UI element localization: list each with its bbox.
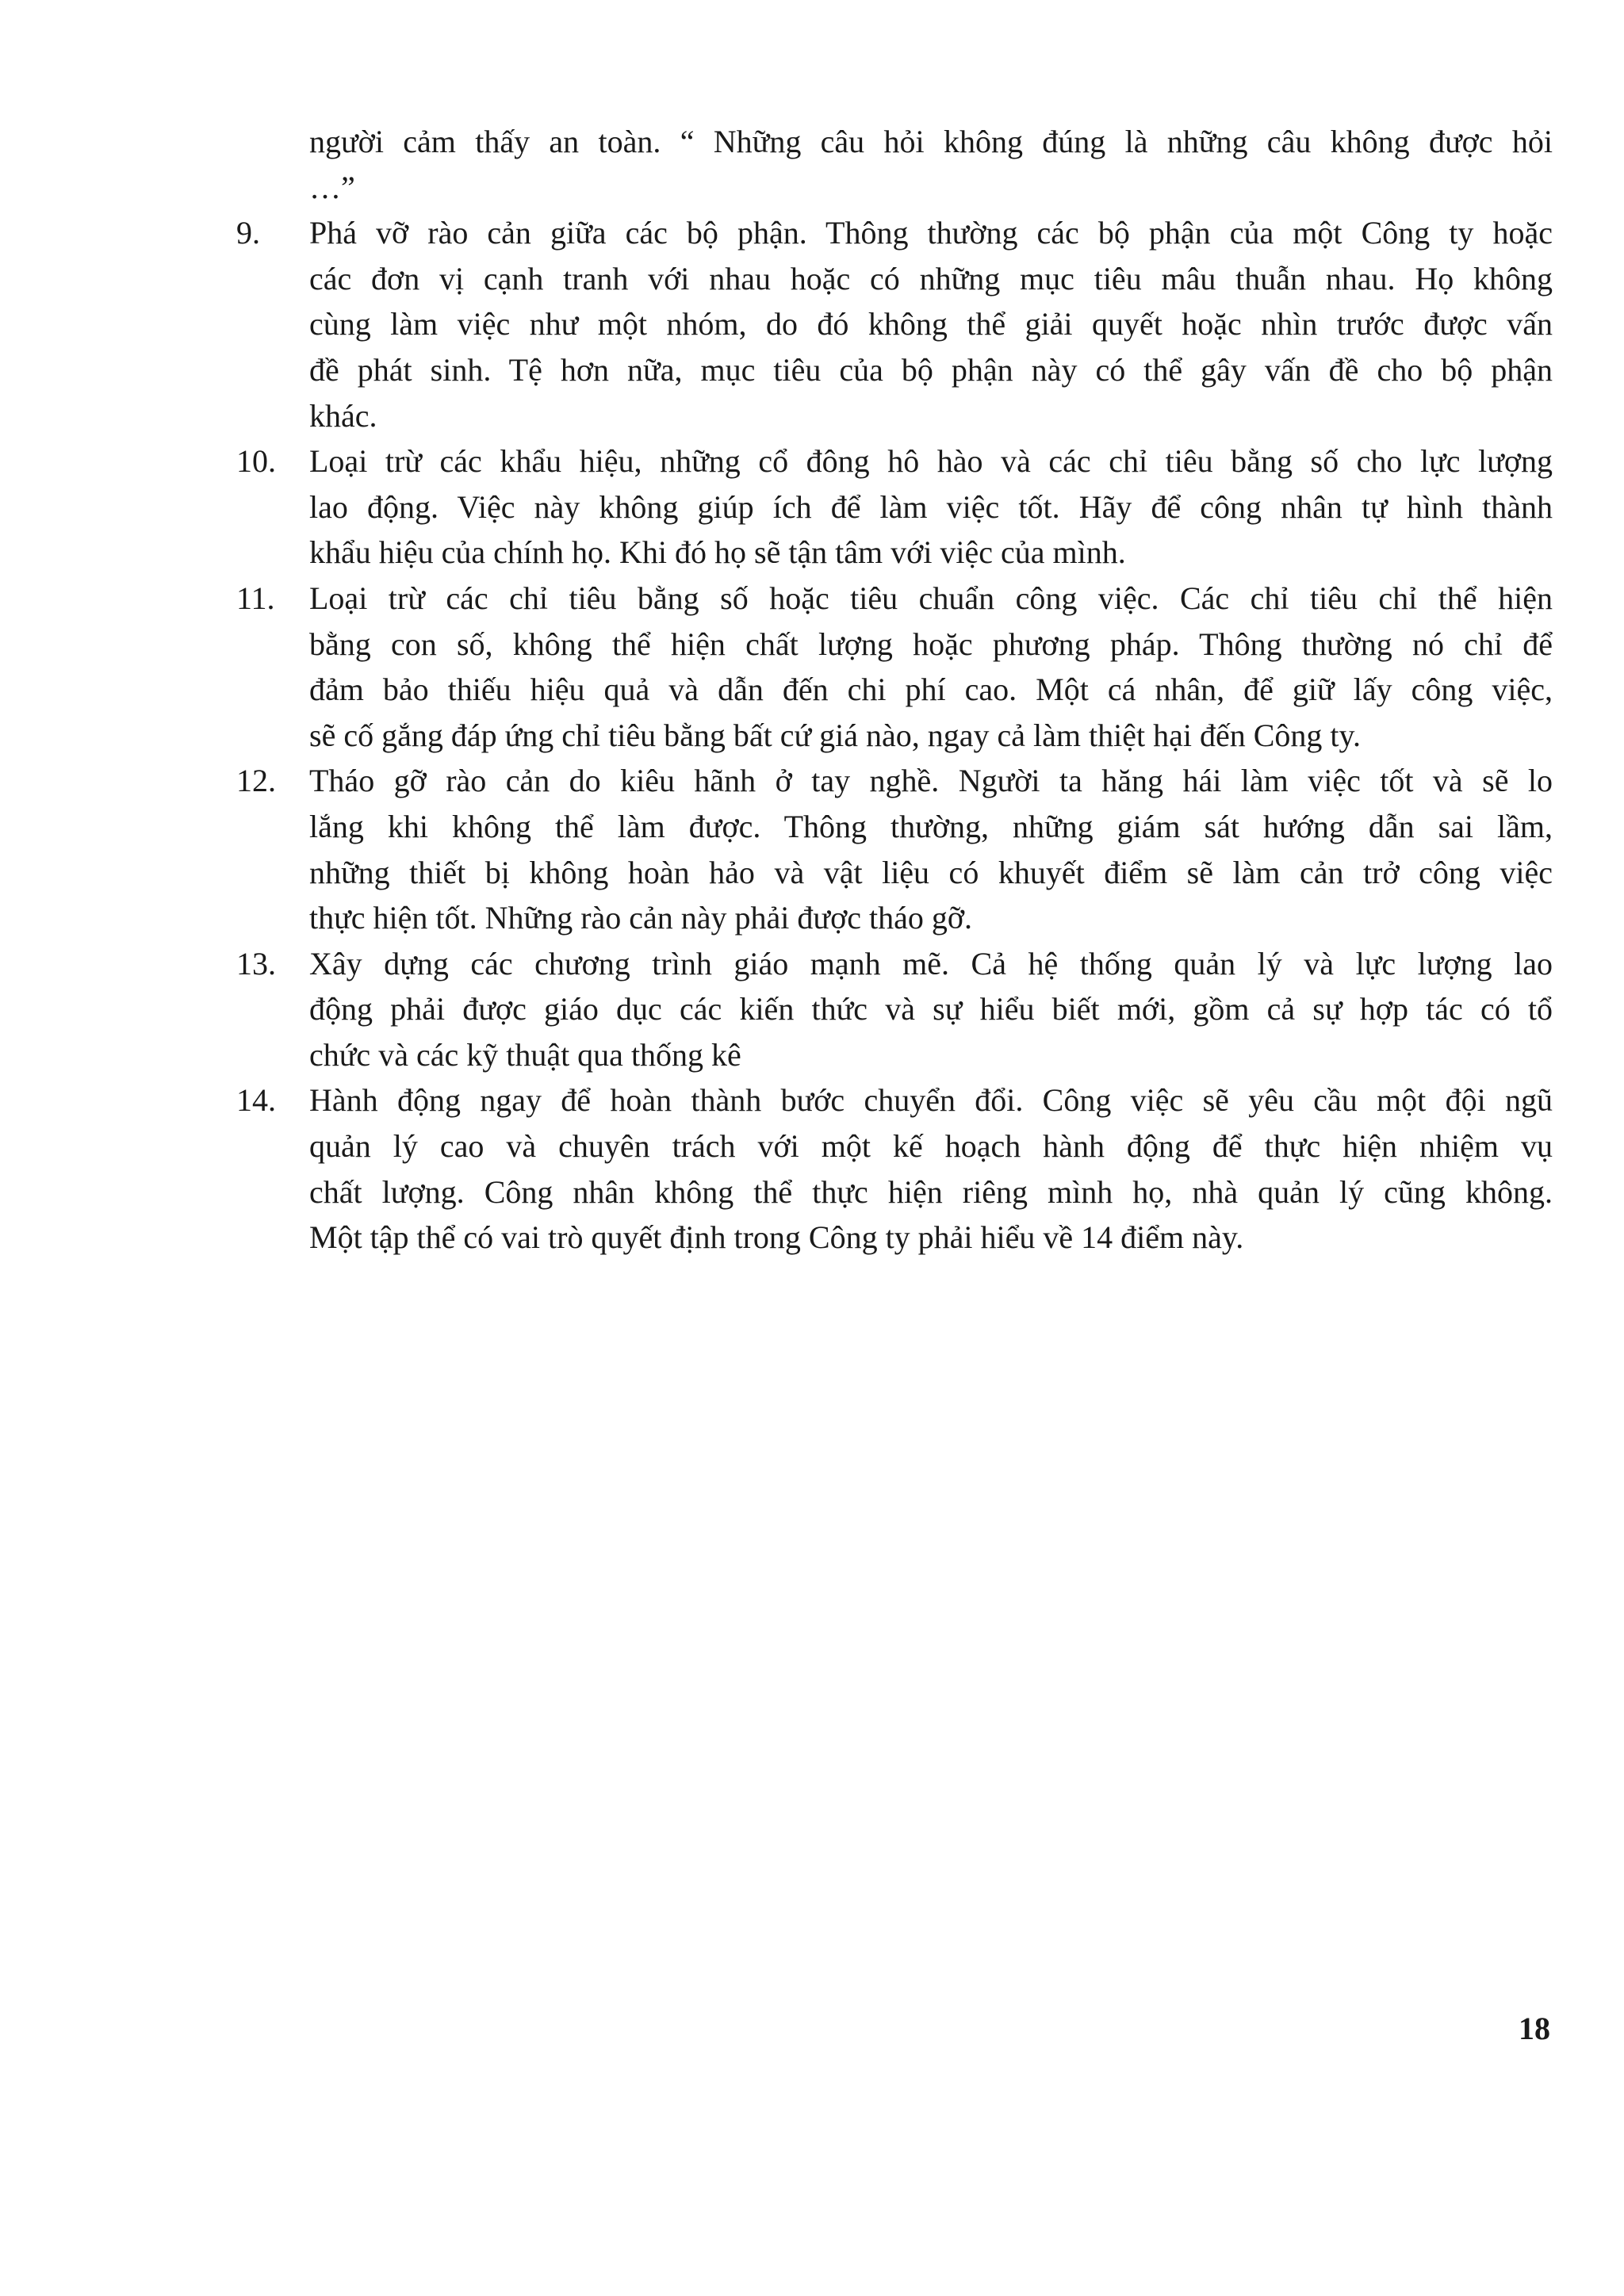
item-line: đề phát sinh. Tệ hơn nữa, mục tiêu của bộ phận này có thể gây vấn đề cho bộ phận [309, 351, 1553, 388]
item-text [309, 1077, 1553, 1260]
item-line: lao động. Việc này không giúp ích để làm việc tốt. Hãy để công nhân tự hình thành [309, 488, 1553, 525]
item-line: động phải được giáo dục các kiến thức và sự hiểu biết mới, gồm cả sự hợp tác có tổ [309, 991, 1553, 1027]
item-line: khẩu hiệu của chính họ. Khi đó họ sẽ tận tâm với việc của mình. [309, 534, 1126, 571]
item-line: Hành động ngay để hoàn thành bước chuyển đổi. Công việc sẽ yêu cầu một đội ngũ [309, 1082, 1553, 1119]
item-number: 12. [236, 763, 276, 799]
paragraph-line: …” [309, 169, 355, 205]
item-text [309, 576, 1553, 758]
item-line: đảm bảo thiếu hiệu quả và dẫn đến chi phí cao. Một cá nhân, để giữ lấy công việc, [309, 672, 1553, 708]
item-number: 14. [236, 1082, 276, 1119]
item-line: các đơn vị cạnh tranh với nhau hoặc có những mục tiêu mâu thuẫn nhau. Họ không [309, 260, 1553, 297]
item-line: Tháo gỡ rào cản do kiêu hãnh ở tay nghề. Người ta hăng hái làm việc tốt và sẽ lo [309, 763, 1553, 799]
item-number: 13. [236, 945, 276, 982]
list-item-14 [236, 1077, 1553, 1260]
list-item-12 [236, 758, 1553, 940]
item-number: 9. [236, 215, 260, 251]
item-line: khác. [309, 397, 377, 434]
paragraph-line: người cảm thấy an toàn. “ Những câu hỏi không đúng là những câu không được hỏi [309, 124, 1553, 159]
item-line: lắng khi không thể làm được. Thông thường, những giám sát hướng dẫn sai lầm, [309, 808, 1553, 844]
list-item-9 [236, 210, 1553, 438]
item-line: thực hiện tốt. Những rào cản này phải được tháo gỡ. [309, 900, 973, 936]
list-item-10 [236, 438, 1553, 576]
item-line: Loại trừ các khẩu hiệu, những cổ đông hô hào và các chỉ tiêu bằng số cho lực lượng [309, 443, 1553, 480]
item-line: chức và các kỹ thuật qua thống kê [309, 1036, 741, 1073]
item-line: bằng con số, không thể hiện chất lượng hoặc phương pháp. Thông thường nó chỉ để [309, 626, 1553, 662]
item-line: Phá vỡ rào cản giữa các bộ phận. Thông thường các bộ phận của một Công ty hoặc [309, 215, 1553, 251]
item-line: Xây dựng các chương trình giáo mạnh mẽ. Cả hệ thống quản lý và lực lượng lao [309, 945, 1553, 982]
item-text [309, 941, 1553, 1078]
item-line: chất lượng. Công nhân không thể thực hiện riêng mình họ, nhà quản lý cũng không. [309, 1173, 1553, 1210]
list-item-11 [236, 576, 1553, 758]
item-line: những thiết bị không hoàn hảo và vật liệu có khuyết điểm sẽ làm cản trở công việc [309, 854, 1553, 890]
item-line: cùng làm việc như một nhóm, do đó không thể giải quyết hoặc nhìn trước được vấn [309, 306, 1553, 342]
item-line: sẽ cố gắng đáp ứng chỉ tiêu bằng bất cứ giá nào, ngay cả làm thiệt hại đến Công ty. [309, 717, 1361, 753]
item-text [309, 210, 1553, 438]
continued-paragraph [236, 119, 1553, 210]
item-line: Loại trừ các chỉ tiêu bằng số hoặc tiêu chuẩn công việc. Các chỉ tiêu chỉ thể hiện [309, 580, 1553, 616]
item-number: 11. [236, 580, 275, 616]
page-number: 18 [1519, 2011, 1550, 2046]
item-line: quản lý cao và chuyên trách với một kế hoạch hành động để thực hiện nhiệm vụ [309, 1128, 1553, 1165]
item-line: Một tập thể có vai trò quyết định trong Công ty phải hiểu về 14 điểm này. [309, 1219, 1244, 1256]
list-item-13 [236, 941, 1553, 1078]
item-text [309, 758, 1553, 940]
page-content [236, 119, 1553, 1261]
item-text [309, 438, 1553, 576]
item-number: 10. [236, 443, 276, 480]
